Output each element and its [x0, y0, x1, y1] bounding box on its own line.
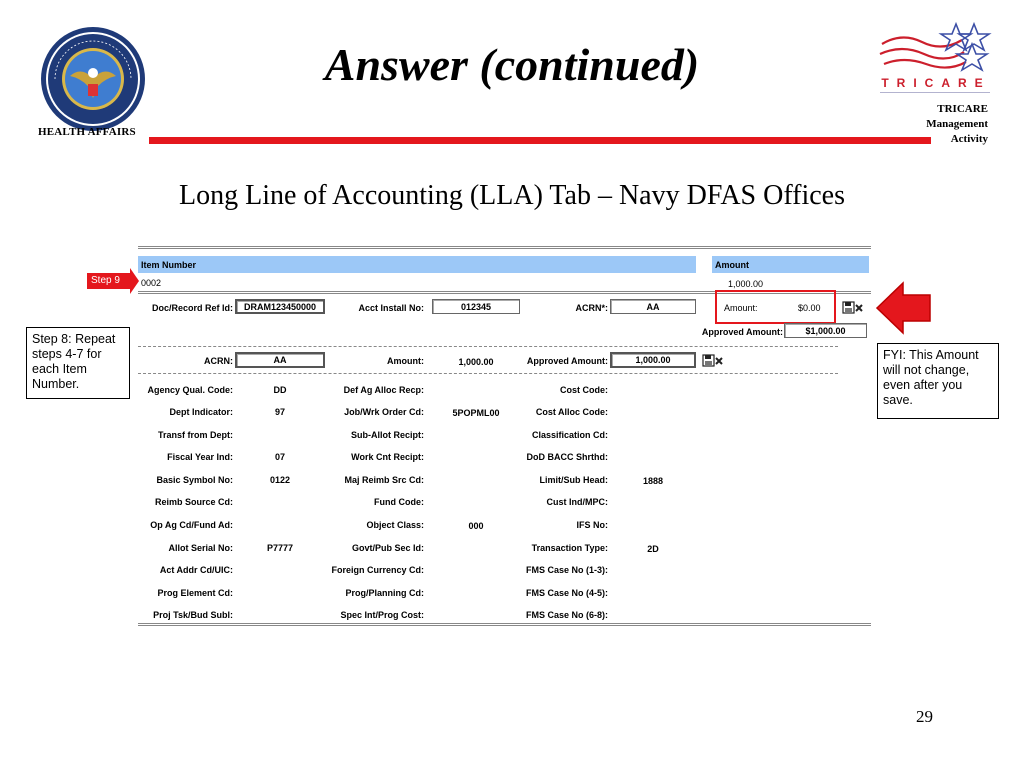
field-label: Agency Qual. Code: [147, 385, 233, 395]
field-label: Def Ag Alloc Recp: [343, 385, 424, 395]
field-label: Govt/Pub Sec Id: [351, 543, 424, 553]
field-label: Work Cnt Recipt: [351, 452, 424, 462]
field-label: FMS Case No (6-8): [525, 610, 608, 620]
doc-amount-label: Amount: [724, 303, 758, 313]
acrn-amount-label: Amount: [387, 356, 424, 366]
acrn-approved-field[interactable]: 1,000.00 [610, 352, 696, 368]
red-arrow-left-icon [876, 281, 932, 335]
tma-line2: Management [926, 118, 988, 130]
approved-amount-field: $1,000.00 [784, 323, 867, 338]
tma-line3: Activity [950, 133, 988, 145]
item-number-header-label: Item Number [141, 260, 197, 270]
field-label: Transaction Type: [531, 543, 608, 553]
acct-install-field[interactable]: 012345 [432, 299, 520, 314]
tma-label [926, 102, 988, 147]
tma-line1: TRICARE [937, 103, 988, 115]
page-number: 29 [916, 707, 933, 726]
field-value[interactable]: 97 [274, 407, 285, 417]
field-label: Sub-Allot Recipt: [351, 430, 424, 440]
field-value[interactable]: 5POPML00 [452, 408, 500, 418]
field-label: Maj Reimb Src Cd: [344, 475, 424, 485]
slide-title: Answer (continued) [324, 39, 700, 90]
item-number-cell[interactable]: 0002 [141, 278, 162, 288]
field-label: Job/Wrk Order Cd: [344, 407, 424, 417]
acrn-amount-value: 1,000.00 [458, 357, 494, 367]
approved-amount-label: Approved Amount: [701, 327, 783, 337]
field-label: Reimb Source Cd: [154, 497, 233, 507]
dashed-separator [138, 373, 838, 374]
step8-note: Step 8: Repeat steps 4-7 for each Item Number. [26, 327, 130, 399]
field-label: Foreign Currency Cd: [331, 565, 424, 575]
dashed-separator [138, 346, 838, 347]
field-label: IFS No: [576, 520, 608, 530]
field-label: Proj Tsk/Bud Subl: [153, 610, 233, 620]
field-label: Op Ag Cd/Fund Ad: [150, 520, 233, 530]
doc-amount-value: $0.00 [798, 303, 821, 313]
field-label: Allot Serial No: [168, 543, 233, 553]
cancel-x-icon[interactable] [854, 301, 864, 315]
field-label: FMS Case No (4-5): [525, 588, 608, 598]
field-label: Spec Int/Prog Cost: [340, 610, 424, 620]
slide-subtitle: Long Line of Accounting (LLA) Tab – Navy DFAS Offices [178, 180, 846, 211]
field-label: Transf from Dept: [157, 430, 233, 440]
acrn-label: ACRN: [204, 356, 233, 366]
field-label: Cust Ind/MPC: [546, 497, 608, 507]
field-value[interactable]: P7777 [266, 543, 294, 553]
acrn-required-label: ACRN*: [575, 303, 608, 313]
title-divider [149, 137, 931, 144]
field-value[interactable]: 000 [468, 521, 484, 531]
doc-ref-label: Doc/Record Ref Id: [151, 303, 233, 313]
fyi-note: FYI: This Amount will not change, even after you save. [877, 343, 999, 419]
field-label: Fiscal Year Ind: [167, 452, 233, 462]
tricare-wordmark: TRICARE [881, 76, 991, 90]
step9-arrow-tip [130, 268, 139, 294]
item-number-header [138, 256, 696, 273]
step9-callout: Step 9 [87, 273, 130, 289]
field-label: Limit/Sub Head: [539, 475, 608, 485]
field-label: Prog Element Cd: [157, 588, 233, 598]
amount-cell: 1,000.00 [728, 279, 764, 289]
field-label: FMS Case No (1-3): [525, 565, 608, 575]
field-label: Classification Cd: [531, 430, 608, 440]
panel-bottom-rule [138, 623, 871, 626]
field-value[interactable]: 0122 [269, 475, 291, 485]
doc-ref-field[interactable]: DRAM123450000 [235, 299, 325, 314]
cancel-x-icon[interactable] [714, 354, 724, 368]
field-label: Fund Code: [374, 497, 424, 507]
field-value[interactable]: 07 [274, 452, 285, 462]
field-label: Dept Indicator: [169, 407, 233, 417]
field-label: Prog/Planning Cd: [345, 588, 424, 598]
field-label: DoD BACC Shrthd: [526, 452, 608, 462]
field-label: Basic Symbol No: [156, 475, 233, 485]
acrn-approved-label: Approved Amount: [526, 356, 608, 366]
acrn-required-field[interactable]: AA [610, 299, 696, 314]
tricare-underline [880, 92, 990, 93]
health-affairs-label: HEALTH AFFAIRS [38, 126, 136, 138]
lla-form-panel [138, 245, 871, 630]
field-value[interactable]: 2D [647, 544, 659, 554]
panel-top-rule [138, 246, 871, 249]
amount-header-label: Amount [715, 260, 749, 270]
field-label: Act Addr Cd/UIC: [159, 565, 233, 575]
field-value[interactable]: 1888 [642, 476, 664, 486]
field-label: Cost Alloc Code: [535, 407, 608, 417]
field-label: Object Class: [366, 520, 424, 530]
field-value[interactable]: DD [273, 385, 287, 395]
acct-install-label: Acct Install No: [358, 303, 424, 313]
acrn-field[interactable]: AA [235, 352, 325, 368]
field-label: Cost Code: [560, 385, 608, 395]
